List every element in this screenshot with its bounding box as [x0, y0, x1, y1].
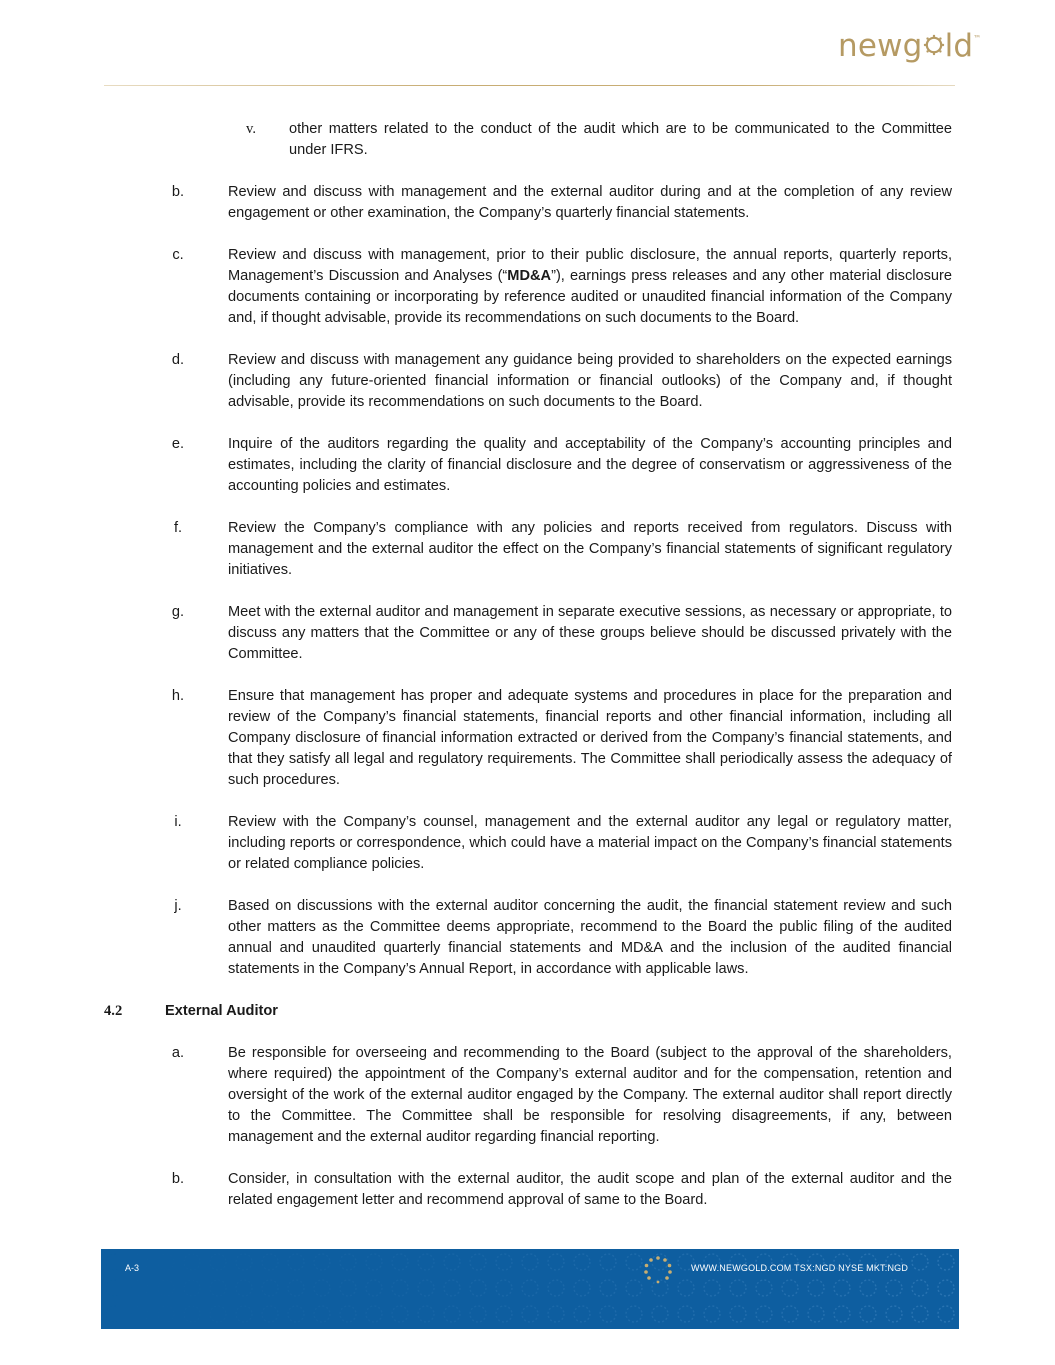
item-4-1-g — [104, 602, 952, 665]
page-number: A-3 — [125, 1263, 140, 1273]
trademark-symbol: ™ — [973, 34, 982, 43]
item-marker: b. — [171, 1171, 185, 1187]
item-marker: e. — [171, 436, 185, 452]
item-4-1-i — [104, 812, 952, 875]
section-number: 4.2 — [104, 1003, 123, 1019]
item-text: Review and discuss with management any guidance being provided to shareholders on the expected earnings (including any future-oriented financial information or financial outlooks) of the Company and, if thought advisable, provide its recommendations on such documents to the Board. — [228, 352, 952, 410]
item-marker: a. — [171, 1045, 185, 1061]
item-text: Be responsible for overseeing and recommending to the Board (subject to the approval of the shareholders, where required) the appointment of the Company’s external auditor and for the compensation, retention and oversight of the work of the external auditor engaged by the Company. The external auditor shall report directly to the Committee. The Committee shall be responsible for resolving disagreements, if any, between management and the external auditor regarding financial reporting. — [228, 1045, 952, 1145]
newgold-logo — [838, 28, 982, 74]
sub-item-v — [104, 119, 952, 161]
item-text-before: Review and discuss with management, prior to their public disclosure, the annual reports, quarterly reports, Management’s Discussion and Analyses (“ — [228, 247, 952, 284]
item-4-1-j — [104, 896, 952, 980]
sub-item-text: other matters related to the conduct of the audit which are to be communicated to the Committee under IFRS. — [289, 121, 952, 158]
item-marker: h. — [171, 688, 185, 704]
item-4-2-b — [104, 1169, 952, 1211]
item-4-1-h — [104, 686, 952, 791]
item-marker: d. — [171, 352, 185, 368]
item-marker: i. — [174, 814, 182, 830]
item-text-after: ”), earnings press releases and any other material disclosure documents containing or incorporating by reference audited or unaudited financial information of the Company and, if thought advisable, provide its recommendations on such documents to the Board. — [228, 268, 953, 326]
item-text: Meet with the external auditor and management in separate executive sessions, as necessary or appropriate, to discuss any matters that the Committee or any of these groups believe should be discussed privately with the Committee. — [228, 604, 952, 662]
logo-text-ld: ld — [944, 28, 974, 64]
logo-gear-o-icon — [923, 34, 945, 56]
item-marker: g. — [171, 604, 185, 620]
item-4-1-c — [104, 245, 952, 329]
item-text: Inquire of the auditors regarding the quality and acceptability of the Company’s accounting principles and estimates, including the clarity of financial disclosure and the degree of conservatism or aggressiveness of the accounting policies and estimates. — [228, 436, 952, 494]
footer-dot-pattern — [101, 1249, 959, 1329]
sub-item-marker: v. — [246, 121, 256, 137]
item-4-1-e — [104, 434, 952, 497]
header-divider — [104, 85, 955, 86]
newgold-gear-icon — [641, 1255, 675, 1285]
item-text: Ensure that management has proper and adequate systems and procedures in place for the preparation and review of the Company’s financial statements, financial reports and other financial information, including all Company disclosure of financial information extracted or derived from the Company’s financial statements, and that they satisfy all legal and regulatory requirements. The Committee shall periodically assess the adequacy of such procedures. — [228, 688, 952, 788]
logo-text-newg: newg — [838, 28, 923, 64]
item-4-1-d — [104, 350, 952, 413]
item-text: Based on discussions with the external auditor concerning the audit, the financial statement review and such other matters as the Committee deems appropriate, recommend to the Board the public filing of the audited annual and unaudited quarterly financial statements and MD&A and the inclusion of the audited financial statements in the Company’s Annual Report, in accordance with applicable laws. — [228, 898, 952, 977]
document-body — [104, 119, 952, 1232]
item-marker: c. — [172, 247, 184, 263]
footer-band — [101, 1249, 959, 1329]
item-text: Consider, in consultation with the external auditor, the audit scope and plan of the external auditor and the related engagement letter and recommend approval of same to the Board. — [228, 1171, 952, 1208]
item-4-1-b — [104, 182, 952, 224]
section-heading-4-2 — [104, 1001, 952, 1022]
item-bold-term: MD&A — [507, 268, 552, 284]
item-marker: b. — [171, 184, 185, 200]
item-text: Review and discuss with management and the external auditor during and at the completion of any review engagement or other examination, the Company’s quarterly financial statements. — [228, 184, 952, 221]
item-4-2-a — [104, 1043, 952, 1148]
section-title: External Auditor — [165, 1003, 278, 1019]
item-marker: f. — [173, 520, 183, 536]
item-text: Review the Company’s compliance with any policies and reports received from regulators. Discuss with management and the external auditor the effect on the Company’s financial statements of significant regulatory initiatives. — [228, 520, 952, 578]
item-marker: j. — [174, 898, 182, 914]
item-4-1-f — [104, 518, 952, 581]
footer-contact-info: WWW.NEWGOLD.COM TSX:NGD NYSE MKT:NGD — [691, 1263, 909, 1273]
item-text: Review with the Company’s counsel, management and the external auditor any legal or regulatory matter, including reports or correspondence, which could have a material impact on the Company’s financial statements or related compliance policies. — [228, 814, 952, 872]
